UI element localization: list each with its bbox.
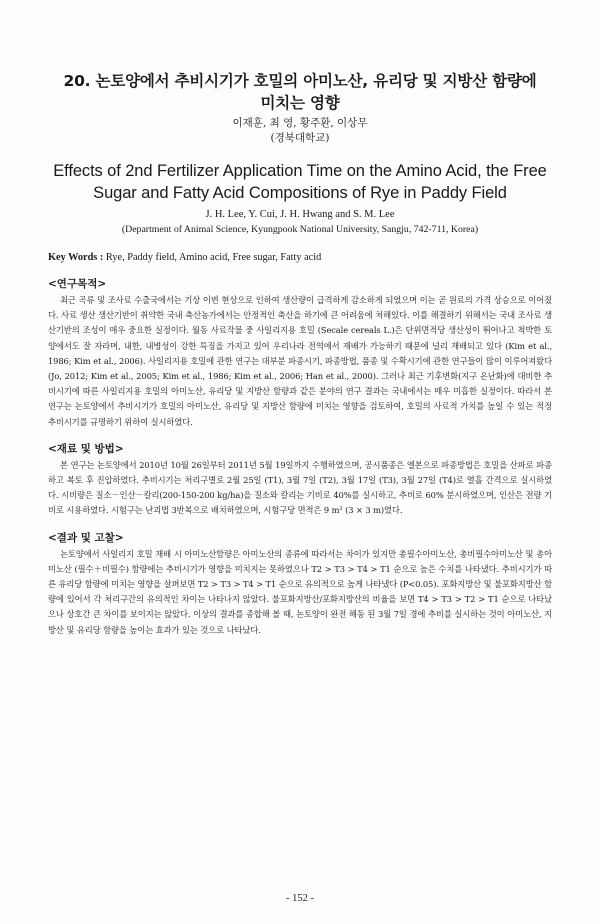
section-body-methods: 본 연구는 논토양에서 2010년 10월 26일부터 2011년 5월 19일까지 수행하였으며, 공시품종은 엘본으로 파종방법은 호밀을 산파로 파종하고 복토 후 진압하였다. 추비시기는 처리구별로 2월 25일 (T1), 3월 7일 (T2), 3월 17일 (T3), 3월 27일 (T4)로 열흘 간격으로 실시하였다. 시비량은 질소－인산－칼리(200-150-200 kg/ha)을 질소와 칼리는 기비로 40%를 실시하고, 추비로 60% 분시하였으며, 인산은 전량 기비로 시용하였다. 시험구는 난괴법 3반복으로 배치하였으며, 시험구당 면적은 9 m² (3 × 3 m)였다. xyxy=(48,459,552,516)
english-authors: J. H. Lee, Y. Cui, J. H. Hwang and S. M. Lee xyxy=(205,209,395,220)
english-affiliation: (Department of Animal Science, Kyungpook National University, Sangju, 742-711, Korea) xyxy=(121,224,479,235)
section-body-results: 논토양에서 사일리지 호밀 재배 시 아미노산함량은 아미노산의 종류에 따라서는 차이가 있지만 총필수아미노산, 총비필수아미노산 및 총아미노산 (필수＋비필수) 함량에는 추비시기가 영향을 미치지는 못하였으나 T2 > T3 > T4 > T1 순으로 높은 수치를 나타냈다. 추비시기가 따른 유리당 함량에 미치는 영향을 살펴보면 T2 > T3 > T4 > T1 순으로 유의적으로 높게 나타냈다 (P<0.05). 포화지방산 및 불포화지방산 함량에 있어서 각 처리구간의 유의적인 차이는 나타나지 않았다. 불포화지방산/포화지방산의 비율을 보면 T4 > T3 > T2 > T1 순으로 나타났으나 상호간 큰 차이를 보이지는 않았다. 이상의 결과를 종합해 볼 때, 논토양이 완전 해동 된 3월 7일 경에 추비를 실시하는 것이 아미노산, 지방산 및 유리당 함량을 높이는 효과가 있는 것으로 나타났다. xyxy=(48,548,552,635)
korean-title xyxy=(48,70,552,114)
section-body-objective: 최근 곡류 및 조사료 수출국에서는 기상 이변 현상으로 인하여 생산량이 급격하게 감소하게 되었으며 이는 곧 원료의 가격 상승으로 이어졌다. 사료 생산 생산기반이 취약한 국내 축산농가에서는 안정적인 축산을 하기에 큰 어려움에 처해있다. 이를 해결하기 위해서는 국내 조사료 생산기반의 조성이 매우 중요한 실정이다. 월동 사료작물 중 사일리지용 호밀 (Secale cereals L.)은 단위면적당 생산성이 뛰어나고 척박한 토양에서도 잘 자라며, 내한, 내병성이 강한 특징을 가지고 있어 우리나라 전역에서 재배가 가능하기 때문에 널리 재배되고 있다 (Kim et al., 1986; Kim et al., 2006). 사일리지용 호밀에 관한 연구는 대부분 파종시기, 파종방법, 품종 및 수확시기에 관한 연구들이 많이 이루어져왔다 (Jo, 2012; Kim et al., 2005; Kim et al., 1986; Kim et al., 2006; Han et al., 2000). 그러나 최근 기후변화(지구 온난화)에 대비한 추비시기에 따른 사일리지용 호밀의 아미노산, 유리당 및 지방산 함량과 같은 분야의 연구 결과는 국내에서는 매우 미흡한 실정이다. 따라서 본 연구는 논토양에서 추비시기가 호밀의 아미노산, 유리당 및 지방산 함량에 미치는 영향을 검토하여, 호밀의 사료적 가치를 높일 수 있는 적정 추비시기를 규명하기 위하여 실시하였다. xyxy=(48,295,552,427)
section-heading-results: <결과 및 고찰> xyxy=(48,531,124,544)
keywords xyxy=(48,250,552,265)
english-title-line-1: Effects of 2nd Fertilizer Application Time on the Amino Acid, the Free xyxy=(53,162,547,180)
korean-affiliation: (경북대학교) xyxy=(270,132,330,144)
keywords-value: Rye, Paddy field, Amino acid, Free sugar, Fatty acid xyxy=(105,252,322,263)
korean-title-line-1: 20. 논토양에서 추비시기가 호밀의 아미노산, 유리당 및 지방산 함량에 xyxy=(63,72,537,90)
section-heading-objective: <연구목적> xyxy=(48,278,107,290)
page-number: - 152 - xyxy=(286,893,314,904)
english-title xyxy=(48,160,552,204)
section-heading-methods: <재료 및 방법> xyxy=(48,442,124,455)
english-title-line-2: Sugar and Fatty Acid Compositions of Rye in Paddy Field xyxy=(93,184,507,202)
korean-authors: 이재훈, 최 영, 황주환, 이상무 xyxy=(232,117,368,129)
keywords-label: Key Words : xyxy=(48,252,104,263)
korean-title-line-2: 미치는 영향 xyxy=(260,94,340,112)
paper-page xyxy=(0,70,600,924)
